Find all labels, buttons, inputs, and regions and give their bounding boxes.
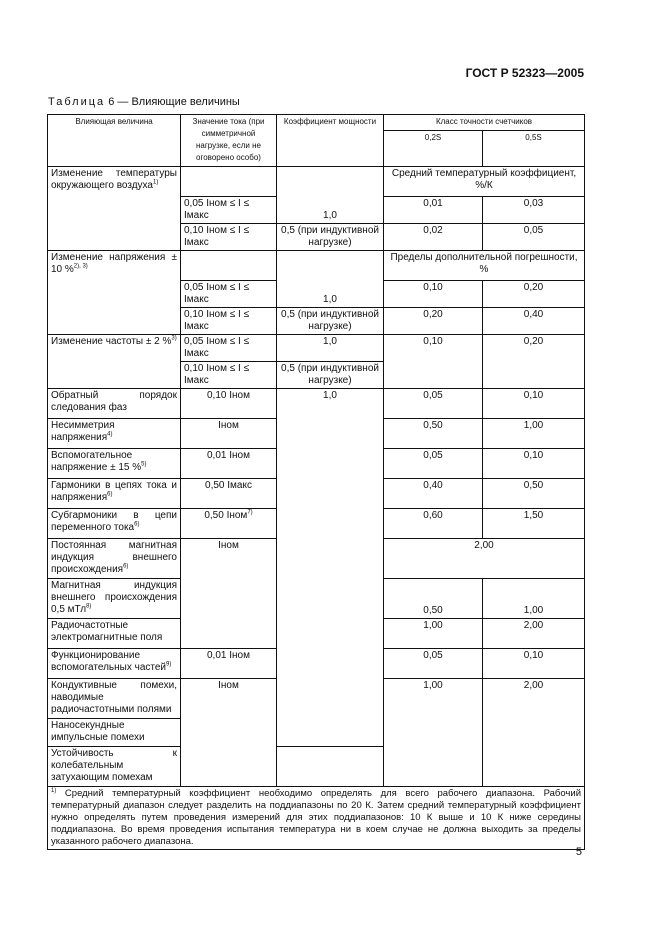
magnetic-label: Магнитная индукция внешнего происхождения 0,5 мТл$^{8)}$	[48, 579, 181, 619]
page-number: 5	[575, 846, 582, 858]
col-class-02s: 0,2S	[384, 131, 483, 167]
unbalance-v-05s: 1,00	[483, 419, 585, 449]
table-caption	[48, 96, 240, 108]
caption-prefix: Таблица	[48, 96, 106, 108]
frequency-v-02s: 0,10	[384, 335, 483, 389]
frequency-current1: 0,05 Iном ≤ I ≤ Iмакс	[181, 335, 277, 362]
shared-power-factor: 1,0	[277, 389, 384, 747]
emc-v-02s: 1,00	[384, 679, 483, 787]
aux-parts-v-02s: 0,05	[384, 649, 483, 679]
dc-magnetic-v: 2,00	[384, 539, 585, 579]
reverse-phase-label: Обратный порядок следования фаз	[48, 389, 181, 419]
frequency-pf2: 0,5 (при индуктивной нагрузке)	[277, 362, 384, 389]
temperature-v2-05s: 0,05	[483, 224, 585, 251]
subharmonics-v-02s: 0,60	[384, 509, 483, 539]
temperature-current1: 0,05 Iном ≤ I ≤ Iмакс	[181, 197, 277, 224]
voltage-v1-05s: 0,20	[483, 281, 585, 308]
temperature-current2: 0,10 Iном ≤ I ≤ Iмакс	[181, 224, 277, 251]
footnote: $^{1)}$ Средний температурный коэффициент необходимо определять для всего рабочего диапазона. Рабочий температурный диапазон следует разделить на поддиапазоны по 20 К. Затем средний температурный коэффициент нужно определять путем проведения измерений для этих поддиапазонов: 10 К выше и 10 К ниже середины поддиапазона. Во время проведения испытания температура ни в коем случае не должна выходить за пределы указанного рабочего диапазона.	[48, 787, 585, 850]
subharmonics-v-05s: 1,50	[483, 509, 585, 539]
frequency-label: Изменение частоты ± 2 %$^{3)}$	[48, 335, 181, 389]
harmonics-v-05s: 0,50	[483, 479, 585, 509]
col-current: Значение тока (при симметричной нагрузке, если не оговорено особо)	[181, 115, 277, 167]
unbalance-v-02s: 0,50	[384, 419, 483, 449]
unbalance-label: Несимметрия напряжения$^{4)}$	[48, 419, 181, 449]
temperature-pf2: 0,5 (при индуктивной нагрузке)	[277, 224, 384, 251]
aux-parts-v-05s: 0,10	[483, 649, 585, 679]
reverse-phase-v-05s: 0,10	[483, 389, 585, 419]
subharmonics-label: Субгармоники в цепи переменного тока$^{6)}$	[48, 509, 181, 539]
emc-current: Iном	[181, 679, 277, 787]
voltage-pf1: 1,0	[277, 251, 384, 308]
nanosecond-label: Наносекундные импульсные помехи	[48, 719, 181, 747]
voltage-v1-02s: 0,10	[384, 281, 483, 308]
reverse-phase-current: 0,10 Iном	[181, 389, 277, 419]
magnetic-current: Iном	[181, 539, 277, 649]
rf-fields-v-02s: 1,00	[384, 619, 483, 649]
rf-fields-v-05s: 2,00	[483, 619, 585, 649]
temperature-label: Изменение температуры окружающего воздуха$^{1)}$	[48, 167, 181, 251]
harmonics-current: 0,50 Iмакс	[181, 479, 277, 509]
temperature-v1-02s: 0,01	[384, 197, 483, 224]
damped-label: Устойчивость к колебательным затухающим помехам	[48, 747, 181, 787]
influence-table	[47, 114, 585, 850]
aux-voltage-v-05s: 0,10	[483, 449, 585, 479]
voltage-current2: 0,10 Iном ≤ I ≤ Iмакс	[181, 308, 277, 335]
standard-number: ГОСТ Р 52323—2005	[465, 66, 584, 80]
frequency-v-05s: 0,20	[483, 335, 585, 389]
temperature-pf1: 1,0	[277, 167, 384, 224]
caption-number: 6	[108, 96, 115, 108]
unbalance-current: Iном	[181, 419, 277, 449]
temperature-v2-02s: 0,02	[384, 224, 483, 251]
frequency-pf1: 1,0	[277, 335, 384, 362]
col-accuracy: Класс точности счетчиков	[384, 115, 585, 131]
emc-v-05s: 2,00	[483, 679, 585, 787]
magnetic-v-05s: 1,00	[483, 579, 585, 619]
col-power-factor: Коэффициент мощности	[277, 115, 384, 167]
dc-magnetic-label: Постоянная магнитная индукция внешнего происхождения$^{6)}$	[48, 539, 181, 579]
harmonics-v-02s: 0,40	[384, 479, 483, 509]
aux-parts-label: Функционирование вспомогательных частей$^{9)}$	[48, 649, 181, 679]
rf-fields-label: Радиочастотные электромагнитные поля	[48, 619, 181, 649]
aux-parts-current: 0,01 Iном	[181, 649, 277, 679]
caption-title: — Влияющие величины	[117, 96, 240, 108]
voltage-subhead: Пределы дополнительной погрешности, %	[384, 251, 585, 281]
reverse-phase-v-02s: 0,05	[384, 389, 483, 419]
conducted-label: Кондуктивные помехи, наводимые радиочастотными полями	[48, 679, 181, 719]
voltage-current1: 0,05 Iном ≤ I ≤ Iмакс	[181, 281, 277, 308]
frequency-current2: 0,10 Iном ≤ I ≤ Iмакс	[181, 362, 277, 389]
aux-voltage-label: Вспомогательное напряжение ± 15 %$^{5)}$	[48, 449, 181, 479]
col-class-05s: 0,5S	[483, 131, 585, 167]
harmonics-label: Гармоники в цепях тока и напряжения$^{6)}$	[48, 479, 181, 509]
temperature-subhead: Средний температурный коэффициент, %/К	[384, 167, 585, 197]
voltage-pf2: 0,5 (при индуктивной нагрузке)	[277, 308, 384, 335]
voltage-label: Изменение напряжения ± 10 %$^{2), 3)}$	[48, 251, 181, 335]
aux-voltage-v-02s: 0,05	[384, 449, 483, 479]
voltage-v2-02s: 0,20	[384, 308, 483, 335]
aux-voltage-current: 0,01 Iном	[181, 449, 277, 479]
col-quantity: Влияющая величина	[48, 115, 181, 167]
temperature-v1-05s: 0,03	[483, 197, 585, 224]
voltage-v2-05s: 0,40	[483, 308, 585, 335]
subharmonics-current: 0,50 Iном$^{7)}$	[181, 509, 277, 539]
magnetic-v-02s: 0,50	[384, 579, 483, 619]
